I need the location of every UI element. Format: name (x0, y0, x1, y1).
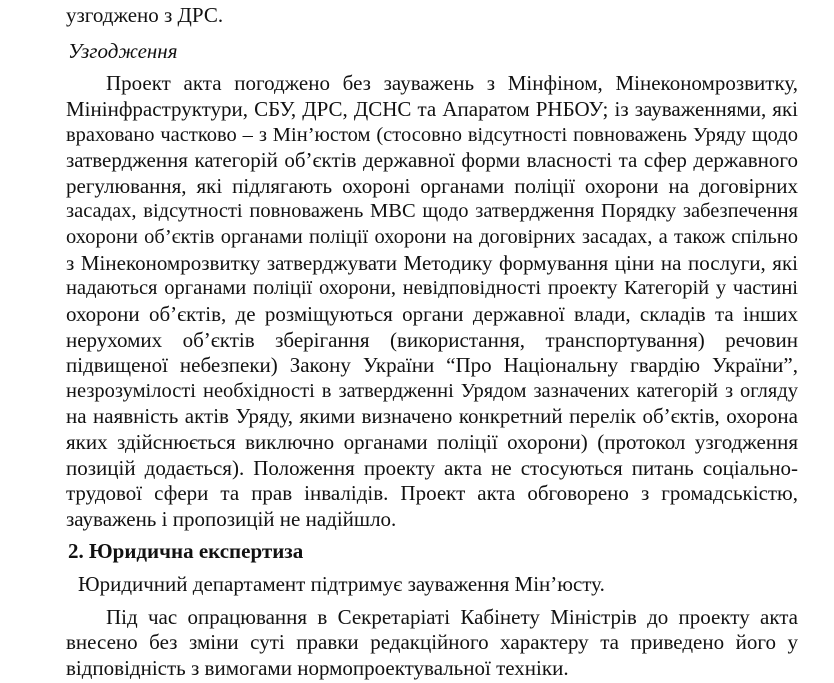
paragraph-line: позицій додається). Положення проекту акта не стосуються питань соціально- (66, 455, 798, 480)
paragraph-line: засадах, відсутності повноважень МВС щодо затвердження Порядку забезпечення (66, 200, 798, 223)
paragraph-line: трудової сфери та прав інвалідів. Проект акта обговорено з громадськістю, (66, 481, 798, 506)
paragraph-line: на наявність актів Уряду, якими визначено конкретний перелік об’єктів, охорона (66, 404, 798, 429)
paragraph-line: підвищеної небезпеки) Закону України “Про Національну гвардію України”, (66, 353, 798, 378)
paragraph-line: Під час опрацювання в Секретаріаті Кабінету Міністрів до проекту акта (106, 604, 798, 629)
paragraph-line: охорони об’єктів, де розміщуються органи державної влади, складів та інших (66, 301, 798, 326)
paragraph-line: зауважень і пропозицій не надійшло. (66, 507, 397, 531)
paragraph-line: яких здійснюється виключно органами поліції охорони) (протокол узгодження (66, 430, 798, 455)
paragraph-line: затвердження категорій об’єктів державної форми власності та сфер державного (66, 148, 798, 173)
legal-department-line: Юридичний департамент підтримує зауваження Мін’юсту. (78, 571, 605, 596)
paragraph-line: Мінінфраструктури, СБУ, ДРС, ДСНС та Апаратом РНБОУ; із зауваженнями, які (66, 96, 798, 121)
heading-agreement: Узгодження (68, 39, 178, 63)
paragraph-line: з Мінекономрозвитку затверджувати Методику формування ціни на послуги, які (66, 250, 798, 275)
paragraph-line: враховано частково – з Мін’юстом (стосовно відсутності повноважень Уряду щодо (66, 123, 798, 146)
paragraph-line: регулювання, які підлягають охороні органами поліції охорони на договірних (66, 173, 798, 198)
paragraph-line: надаються органами поліції охорони, невідповідності проекту Категорій у частині (66, 277, 798, 300)
paragraph-line: внесено без зміни суті правки редакційного характеру та приведено його у (66, 630, 798, 655)
paragraph-line: Проект акта погоджено без зауважень з Мінфіном, Мінекономрозвитку, (106, 71, 798, 96)
top-line: узгоджено з ДРС. (66, 2, 224, 27)
paragraph-line: нерухомих об’єктів зберігання (використання, транспортування) речовин (66, 327, 798, 352)
section-heading-legal-expertise: 2. Юридична експертиза (68, 539, 304, 564)
paragraph-line: незрозумілості необхідності в затвердженні Урядом зазначених категорій з огляду (66, 379, 798, 402)
paragraph-line: відповідність з вимогами нормопроектувальної техніки. (66, 656, 569, 680)
paragraph-line: охорони об’єктів органами поліції охорони на договірних засадах, а також спільно (66, 226, 798, 248)
